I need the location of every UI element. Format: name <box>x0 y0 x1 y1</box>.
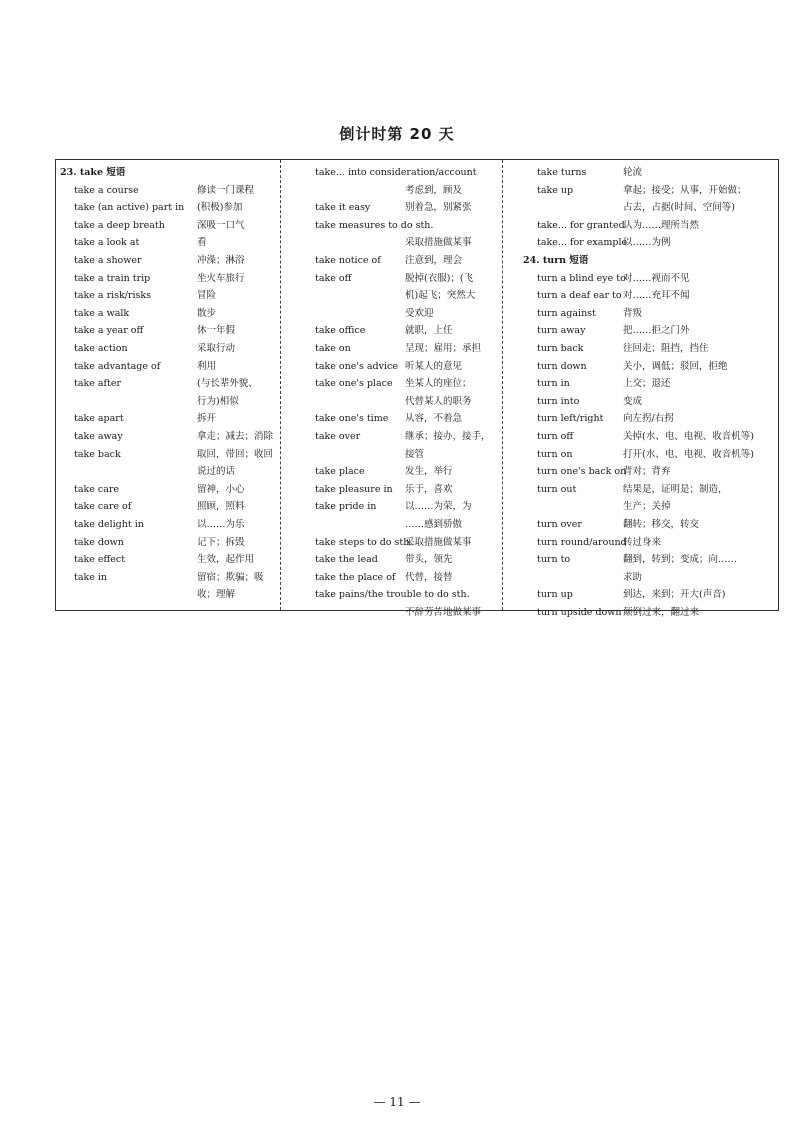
phrase-meaning: 受欢迎 <box>405 307 434 319</box>
phrase-term: take office <box>315 325 366 337</box>
phrase-term: take effect <box>74 554 126 566</box>
phrase-term: take measures to do sth. <box>315 219 434 231</box>
phrase-term: take away <box>74 431 123 442</box>
phrase-meaning: (与长辈外貌、 <box>197 378 258 390</box>
phrase-meaning: 认为……理所当然 <box>623 219 700 231</box>
phrase-meaning: 背叛 <box>623 307 643 319</box>
phrase-term: turn up <box>537 589 573 601</box>
phrase-term: take a shower <box>74 255 142 266</box>
phrase-meaning: 采取措施做某事 <box>405 237 472 249</box>
phrase-meaning: 转过身来 <box>623 536 662 548</box>
phrase-meaning: 说过的话 <box>197 466 236 478</box>
phrase-meaning: 拿走；减去；消除 <box>197 431 274 442</box>
phrase-term: turn away <box>537 325 586 337</box>
phrase-term: take a train trip <box>74 272 151 284</box>
phrase-term: take care of <box>74 501 132 513</box>
phrase-term: take... into consideration/account <box>315 167 477 178</box>
phrase-term: take apart <box>74 413 124 425</box>
phrase-term: take in <box>74 571 108 583</box>
phrase-meaning: 利用 <box>197 360 217 372</box>
phrase-term: turn a blind eye to <box>537 272 626 284</box>
phrase-meaning: 把……拒之门外 <box>623 325 690 337</box>
phrase-term: take one's time <box>315 413 389 425</box>
phrase-meaning: 翻到，转到；变成；向…… <box>623 554 738 566</box>
phrase-meaning: 对……充耳不闻 <box>623 290 690 302</box>
section-heading <box>523 252 588 269</box>
phrase-meaning: 记下；拆毁 <box>197 536 245 548</box>
phrase-meaning: 机)起飞；突然大 <box>405 290 476 302</box>
phrase-term: turn into <box>537 395 580 407</box>
phrase-term: take one's place <box>315 378 393 390</box>
phrase-meaning: 关掉(水、电、电视、收音机等) <box>623 431 754 442</box>
phrase-meaning: 生效，起作用 <box>197 554 255 566</box>
phrase-meaning: 修读一门课程 <box>197 184 255 196</box>
phrase-term: take up <box>537 184 574 196</box>
phrase-term: take a course <box>74 184 139 196</box>
phrase-meaning: 关小，调低；驳回，拒绝 <box>623 360 728 372</box>
phrase-term: take a deep breath <box>74 219 165 231</box>
phrase-term: turn to <box>537 554 571 566</box>
phrase-meaning: 拿起；接受；从事，开始做； <box>623 184 747 196</box>
phrase-term: take steps to do sth. <box>315 536 413 548</box>
phrase-term: turn out <box>537 483 577 495</box>
section-heading-text: 24. turn 短语 <box>523 255 589 266</box>
phrase-term: take the lead <box>315 554 378 566</box>
phrase-term: take back <box>74 448 121 460</box>
page-title: 倒计时第 20 天 <box>339 125 455 143</box>
phrase-term: take turns <box>537 167 587 178</box>
phrase-meaning: 采取行动 <box>197 343 236 354</box>
phrase-term: take notice of <box>315 255 381 266</box>
phrase-meaning: 颠倒过来，翻过来 <box>623 607 700 618</box>
phrase-term: take delight in <box>74 519 144 530</box>
phrase-term: turn off <box>537 431 574 442</box>
phrase-term: turn left/right <box>537 413 604 425</box>
phrase-meaning: 代替，接替 <box>405 571 453 583</box>
phrase-term: turn upside down <box>537 607 622 618</box>
phrase-meaning: 以……为例 <box>623 237 671 249</box>
phrase-term: turn on <box>537 448 573 460</box>
phrase-meaning: 以……为乐 <box>197 519 245 530</box>
phrase-meaning: 别着急，别紧张 <box>405 202 472 214</box>
phrase-term: take off <box>315 272 352 284</box>
phrase-meaning: 继承；接办，接手， <box>405 431 491 442</box>
phrase-meaning: 冲澡；淋浴 <box>197 255 245 266</box>
phrase-meaning: 结果是，证明是；制造， <box>623 483 728 495</box>
phrase-term: turn down <box>537 360 587 372</box>
phrase-meaning: 采取措施做某事 <box>405 536 472 548</box>
phrase-meaning: 坐火车旅行 <box>197 272 245 284</box>
section-heading-text: 23. take 短语 <box>60 167 126 178</box>
phrase-term: turn against <box>537 307 596 319</box>
phrase-meaning: 轮流 <box>623 167 643 178</box>
phrase-meaning: 背对；背弃 <box>623 466 671 478</box>
page-number: — 11 — <box>373 1095 421 1109</box>
phrase-meaning: 考虑到，顾及 <box>405 184 463 196</box>
phrase-meaning: 占去，占据(时间、空间等) <box>623 202 735 214</box>
phrase-term: take action <box>74 343 128 354</box>
phrase-term: take the place of <box>315 571 396 583</box>
phrase-meaning: 坐某人的座位； <box>405 378 472 390</box>
phrase-meaning: 翻转；移交，转交 <box>623 519 700 530</box>
phrase-term: take pleasure in <box>315 483 393 495</box>
phrase-term: turn round/around <box>537 536 627 548</box>
phrase-meaning: 深吸一口气 <box>197 219 245 231</box>
phrase-term: take on <box>315 343 351 354</box>
phrase-meaning: 从容，不着急 <box>405 413 463 425</box>
phrase-meaning: 就职，上任 <box>405 325 453 337</box>
phrase-term: take pains/the trouble to do sth. <box>315 589 470 601</box>
phrase-meaning: 不辞劳苦地做某事 <box>405 606 482 618</box>
phrase-term: take place <box>315 466 365 478</box>
phrase-meaning: 变成 <box>623 395 643 407</box>
phrase-term: take after <box>74 378 122 390</box>
phrase-term: take a walk <box>74 307 130 319</box>
phrase-meaning: 取回，带回；收回 <box>197 448 274 460</box>
phrase-meaning: 上交；退还 <box>623 378 671 390</box>
phrase-term: take... for granted <box>537 219 625 231</box>
phrase-meaning: 呈现；雇用；承担 <box>405 343 482 354</box>
phrase-term: turn one's back on <box>537 466 627 478</box>
column-divider <box>502 160 503 610</box>
phrase-term: turn back <box>537 343 584 354</box>
column-divider <box>280 160 281 610</box>
phrase-meaning: 求助 <box>623 571 643 583</box>
phrase-meaning: 往回走；阻挡，挡住 <box>623 343 709 354</box>
phrase-meaning: ……感到骄傲 <box>405 518 463 530</box>
phrase-term: take a year off <box>74 325 144 337</box>
phrase-meaning: 生产；关掉 <box>623 501 671 513</box>
phrase-term: turn over <box>537 519 582 530</box>
phrase-term: turn in <box>537 378 570 390</box>
phrase-meaning: 代替某人的职务 <box>405 395 472 407</box>
phrase-term: take care <box>74 483 120 495</box>
phrase-meaning: 向左拐/右拐 <box>623 413 674 425</box>
phrase-meaning: 到达，来到；开大(声音) <box>623 589 726 601</box>
phrase-meaning: 带头，领先 <box>405 554 453 566</box>
phrase-term: take pride in <box>315 501 377 513</box>
phrase-meaning: 乐于，喜欢 <box>405 483 453 495</box>
phrase-meaning: 以……为荣，为 <box>405 501 472 513</box>
phrase-meaning: 脱掉(衣服)；(飞 <box>405 272 474 284</box>
phrase-term: take over <box>315 431 361 442</box>
phrase-meaning: 散步 <box>197 307 217 319</box>
phrase-table <box>55 159 779 618</box>
phrase-meaning: 拆开 <box>197 413 217 425</box>
phrase-term: take a look at <box>74 237 140 249</box>
phrase-meaning: (积极)参加 <box>197 202 243 214</box>
phrase-term: take (an active) part in <box>74 202 185 214</box>
phrase-meaning: 打开(水、电、电视、收音机等) <box>623 448 754 460</box>
phrase-term: take... for example <box>537 237 628 249</box>
phrase-meaning: 休一年假 <box>197 325 236 337</box>
phrase-term: take one's advice <box>315 360 398 372</box>
phrase-meaning: 听某人的意见 <box>405 360 463 372</box>
phrase-meaning: 冒险 <box>197 290 217 302</box>
phrase-meaning: 行为)相似 <box>197 395 239 407</box>
phrase-meaning: 留宿；欺骗；吸 <box>197 571 264 583</box>
phrase-meaning: 看 <box>197 237 207 249</box>
section-heading <box>60 164 125 181</box>
phrase-meaning: 对……视而不见 <box>623 272 690 284</box>
phrase-term: take a risk/risks <box>74 290 152 302</box>
phrase-meaning: 照顾，照料 <box>197 501 245 513</box>
phrase-meaning: 注意到，理会 <box>405 255 463 266</box>
phrase-term: turn a deaf ear to <box>537 290 622 302</box>
phrase-meaning: 发生，举行 <box>405 466 453 478</box>
phrase-meaning: 留神，小心 <box>197 483 245 495</box>
phrase-term: take it easy <box>315 202 371 214</box>
phrase-term: take advantage of <box>74 360 161 372</box>
phrase-meaning: 收；理解 <box>197 589 236 601</box>
phrase-meaning: 接管 <box>405 448 425 460</box>
phrase-term: take down <box>74 536 124 548</box>
